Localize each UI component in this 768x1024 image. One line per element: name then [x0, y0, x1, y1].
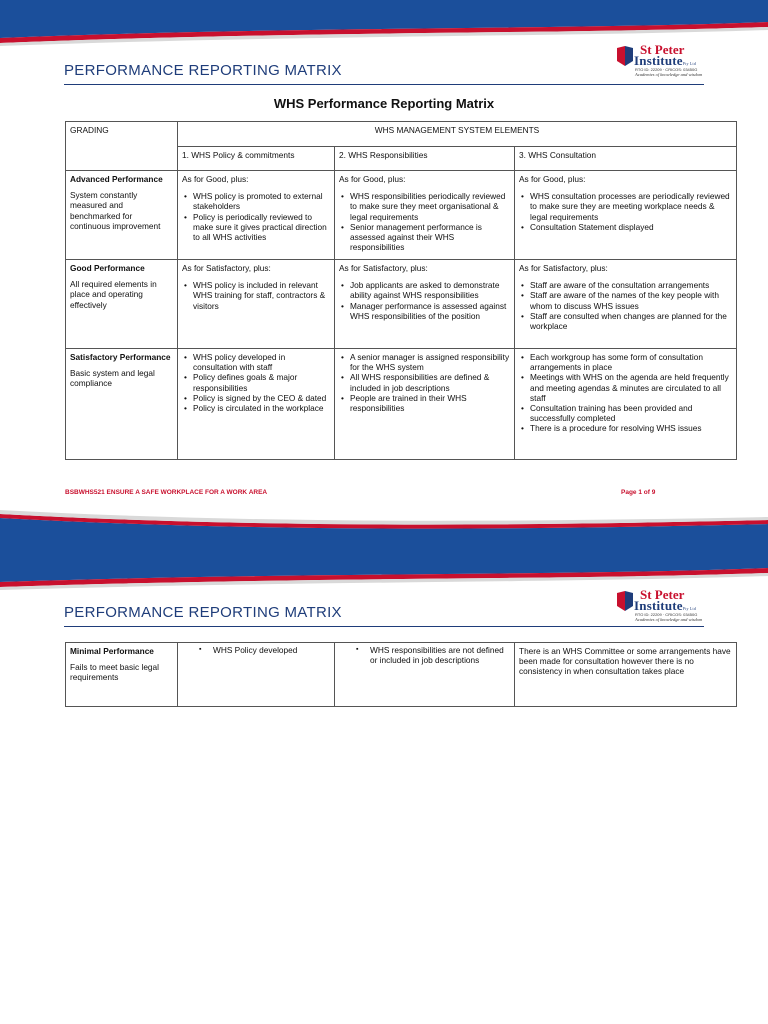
grade-description: System constantly measured and benchmarked for continuous improvement — [70, 190, 161, 231]
list-item: • Job applicants are asked to demonstrate ability against WHS responsibilities — [350, 280, 510, 300]
performance-matrix-table-continued — [65, 642, 737, 707]
list-item: • There is a procedure for resolving WHS issues — [530, 423, 732, 433]
grade-name: Advanced Performance — [70, 174, 163, 184]
matrix-cell — [335, 260, 515, 349]
grade-cell — [66, 260, 178, 349]
list-item: • Policy is periodically reviewed to make sure it gives practical direction to all WHS activities — [193, 212, 330, 243]
logo-shield-icon — [616, 591, 634, 613]
list-item: • Consultation training has been provided and successfully completed — [530, 403, 732, 423]
column-header-consultation: 3. WHS Consultation — [515, 147, 737, 171]
logo-line1: St Peter — [640, 587, 685, 602]
grade-cell — [66, 171, 178, 260]
st-peter-logo — [616, 42, 703, 78]
logo-tagline: Academies of knowledge and wisdom — [635, 72, 703, 77]
grade-description: All required elements in place and operating effectively — [70, 279, 157, 310]
list-item: • Staff are aware of the names of the key people with whom to discuss WHS issues — [530, 290, 732, 310]
table-row — [66, 171, 737, 260]
logo-line2: InstitutePty Ltd — [634, 598, 697, 613]
list-item: • WHS policy is promoted to external stakeholders — [193, 191, 330, 211]
table-header-row — [66, 122, 737, 147]
cell-intro: As for Good, plus: — [182, 174, 249, 184]
section-title: PERFORMANCE REPORTING MATRIX — [64, 62, 342, 79]
performance-matrix-table — [65, 121, 737, 460]
matrix-cell — [335, 171, 515, 260]
column-header-policy: 1. WHS Policy & commitments — [178, 147, 335, 171]
cell-text: There is an WHS Committee or some arrangements have been made for consultation however there is no consistency in when consultation takes place — [519, 646, 731, 677]
matrix-cell — [178, 349, 335, 460]
list-item: • All WHS responsibilities are defined & included in job descriptions — [350, 372, 510, 392]
matrix-cell — [515, 349, 737, 460]
header-rule — [64, 626, 704, 627]
section-title: PERFORMANCE REPORTING MATRIX — [64, 604, 342, 621]
list-item: • A senior manager is assigned responsibility for the WHS system — [350, 352, 510, 372]
list-item: • Consultation Statement displayed — [530, 222, 732, 232]
logo-line3: RTO ID: 22209 · CRICOS: 03450G — [635, 67, 698, 72]
grade-description: Basic system and legal compliance — [70, 368, 155, 389]
grade-cell — [66, 349, 178, 460]
st-peter-logo — [616, 587, 703, 623]
footer-unit-code: BSBWHS521 ENSURE A SAFE WORKPLACE FOR A WORK AREA — [65, 489, 268, 496]
list-item: • WHS policy developed in consultation with staff — [193, 352, 330, 372]
matrix-cell — [335, 349, 515, 460]
logo-tagline: Academies of knowledge and wisdom — [635, 617, 703, 622]
grade-cell — [66, 643, 178, 707]
list-item: • Policy is signed by the CEO & dated — [193, 393, 330, 403]
matrix-cell — [515, 643, 737, 707]
cell-intro: As for Satisfactory, plus: — [182, 263, 271, 273]
cell-intro: As for Good, plus: — [339, 174, 406, 184]
cell-intro: As for Good, plus: — [519, 174, 586, 184]
logo-line1: St Peter — [640, 42, 685, 57]
grade-name: Good Performance — [70, 263, 145, 273]
grading-header: GRADING — [66, 122, 178, 171]
matrix-cell — [335, 643, 515, 707]
document-title: WHS Performance Reporting Matrix — [273, 96, 495, 111]
list-item: ▪ WHS responsibilities are not defined or included in job descriptions — [370, 645, 510, 665]
footer-page-number: Page 1 of 9 — [621, 489, 656, 496]
grade-name: Minimal Performance — [70, 646, 154, 656]
header-rule — [64, 84, 704, 85]
table-row — [66, 260, 737, 349]
table-row — [66, 643, 737, 707]
matrix-cell — [515, 260, 737, 349]
matrix-cell — [178, 260, 335, 349]
list-item: • WHS policy is included in relevant WHS training for staff, contractors & visitors — [193, 280, 330, 311]
elements-header: WHS MANAGEMENT SYSTEM ELEMENTS — [178, 122, 737, 147]
column-header-responsibilities: 2. WHS Responsibilities — [335, 147, 515, 171]
logo-line3: RTO ID: 22209 · CRICOS: 03450G — [635, 612, 698, 617]
list-item: • Staff are aware of the consultation arrangements — [530, 280, 732, 290]
matrix-cell — [515, 171, 737, 260]
cell-intro: As for Satisfactory, plus: — [519, 263, 608, 273]
list-item: • Manager performance is assessed against WHS responsibilities of the position — [350, 301, 510, 321]
logo-line2: InstitutePty Ltd — [634, 53, 697, 68]
list-item: • Senior management performance is assessed against their WHS responsibilities — [350, 222, 510, 253]
table-row — [66, 349, 737, 460]
list-item: • Policy defines goals & major responsibilities — [193, 372, 330, 392]
cell-intro: As for Satisfactory, plus: — [339, 263, 428, 273]
grade-name: Satisfactory Performance — [70, 352, 171, 362]
list-item: • People are trained in their WHS responsibilities — [350, 393, 510, 413]
list-item: • WHS consultation processes are periodically reviewed to make sure they are meeting workplace needs & legal requirements — [530, 191, 732, 222]
matrix-cell — [178, 643, 335, 707]
list-item: • Policy is circulated in the workplace — [193, 403, 330, 413]
list-item: • Each workgroup has some form of consultation arrangements in place — [530, 352, 732, 372]
list-item: • WHS responsibilities periodically reviewed to make sure they meet organisational & legal requirements — [350, 191, 510, 222]
matrix-cell — [178, 171, 335, 260]
top-decorative-band — [0, 0, 768, 48]
list-item: • Staff are consulted when changes are planned for the workplace — [530, 311, 732, 331]
logo-shield-icon — [616, 46, 634, 68]
list-item: ▪ WHS Policy developed — [213, 645, 330, 655]
page2-top-band — [0, 548, 768, 592]
page1-bottom-band — [0, 510, 768, 548]
list-item: • Meetings with WHS on the agenda are held frequently and meeting agendas & minutes are circulated to all staff — [530, 372, 732, 403]
grade-description: Fails to meet basic legal requirements — [70, 662, 160, 683]
